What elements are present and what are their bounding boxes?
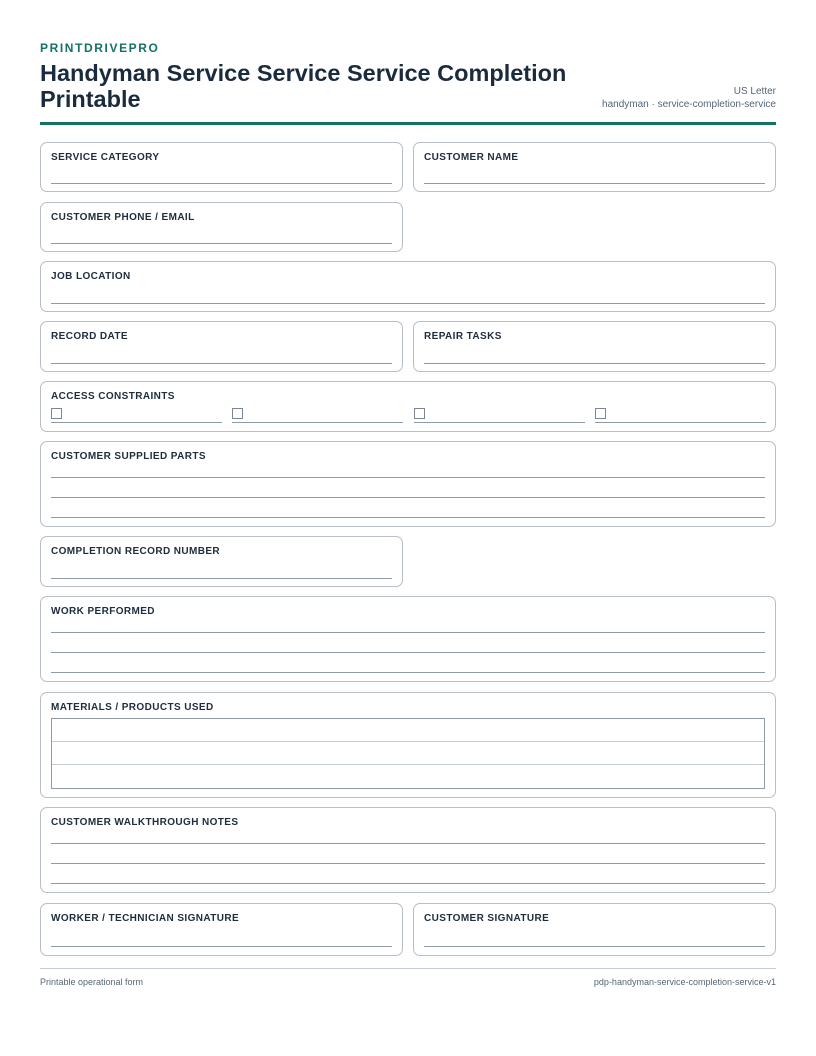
field-label: REPAIR TASKS bbox=[424, 331, 502, 342]
write-line bbox=[51, 843, 765, 844]
table-row[interactable] bbox=[52, 765, 764, 788]
write-line bbox=[51, 497, 765, 498]
field-label: CUSTOMER SIGNATURE bbox=[424, 913, 550, 924]
table-row[interactable] bbox=[52, 742, 764, 765]
checkbox-line bbox=[232, 422, 403, 423]
write-line bbox=[51, 303, 765, 304]
field-label: RECORD DATE bbox=[51, 331, 128, 342]
form-id: pdp-handyman-service-completion-service-v1 bbox=[593, 977, 776, 987]
write-line bbox=[51, 183, 392, 184]
form-slug: handyman · service-completion-service bbox=[602, 99, 776, 110]
write-line bbox=[51, 517, 765, 518]
header-rule bbox=[40, 122, 776, 125]
walkthrough-notes-field[interactable] bbox=[40, 807, 776, 893]
table-row[interactable] bbox=[52, 719, 764, 742]
access-constraints-field bbox=[40, 381, 776, 432]
service-category-field[interactable] bbox=[40, 142, 403, 192]
checkbox-line bbox=[414, 422, 585, 423]
write-line bbox=[51, 578, 392, 579]
field-label: SERVICE CATEGORY bbox=[51, 152, 160, 163]
field-label: ACCESS CONSTRAINTS bbox=[51, 391, 175, 402]
field-label: CUSTOMER PHONE / EMAIL bbox=[51, 212, 195, 223]
field-label: COMPLETION RECORD NUMBER bbox=[51, 546, 221, 557]
work-performed-field[interactable] bbox=[40, 596, 776, 682]
customer-supplied-parts-field[interactable] bbox=[40, 441, 776, 527]
write-line bbox=[51, 672, 765, 673]
write-line bbox=[51, 477, 765, 478]
signature-line bbox=[424, 946, 765, 947]
brand-name: PRINTDRIVEPRO bbox=[40, 41, 160, 55]
write-line bbox=[51, 363, 392, 364]
checkbox-line bbox=[51, 422, 222, 423]
footer-caption: Printable operational form bbox=[40, 977, 144, 987]
signature-line bbox=[51, 946, 392, 947]
field-label: WORK PERFORMED bbox=[51, 606, 155, 617]
field-label: JOB LOCATION bbox=[51, 271, 131, 282]
worker-signature-field[interactable] bbox=[40, 903, 403, 956]
checkbox[interactable] bbox=[232, 408, 243, 419]
checkbox[interactable] bbox=[414, 408, 425, 419]
field-label: WORKER / TECHNICIAN SIGNATURE bbox=[51, 913, 240, 924]
repair-tasks-field[interactable] bbox=[413, 321, 776, 372]
field-label: CUSTOMER WALKTHROUGH NOTES bbox=[51, 817, 239, 828]
checkbox[interactable] bbox=[595, 408, 606, 419]
document-meta bbox=[602, 85, 776, 111]
field-label: CUSTOMER NAME bbox=[424, 152, 519, 163]
customer-name-field[interactable] bbox=[413, 142, 776, 192]
materials-used-field bbox=[40, 692, 776, 798]
checkbox-line bbox=[595, 422, 766, 423]
field-label: MATERIALS / PRODUCTS USED bbox=[51, 702, 214, 713]
record-date-field[interactable] bbox=[40, 321, 403, 372]
page-title: Handyman Service Service Service Completion Printable bbox=[40, 60, 567, 112]
write-line bbox=[51, 243, 392, 244]
customer-signature-field[interactable] bbox=[413, 903, 776, 956]
write-line bbox=[424, 363, 765, 364]
paper-size: US Letter bbox=[733, 86, 776, 97]
completion-record-number-field[interactable] bbox=[40, 536, 403, 587]
write-line bbox=[51, 883, 765, 884]
write-line bbox=[51, 652, 765, 653]
field-label: CUSTOMER SUPPLIED PARTS bbox=[51, 451, 206, 462]
footer-rule bbox=[40, 968, 776, 969]
write-line bbox=[424, 183, 765, 184]
materials-table bbox=[51, 718, 765, 789]
write-line bbox=[51, 863, 765, 864]
job-location-field[interactable] bbox=[40, 261, 776, 312]
write-line bbox=[51, 632, 765, 633]
checkbox[interactable] bbox=[51, 408, 62, 419]
customer-contact-field[interactable] bbox=[40, 202, 403, 252]
